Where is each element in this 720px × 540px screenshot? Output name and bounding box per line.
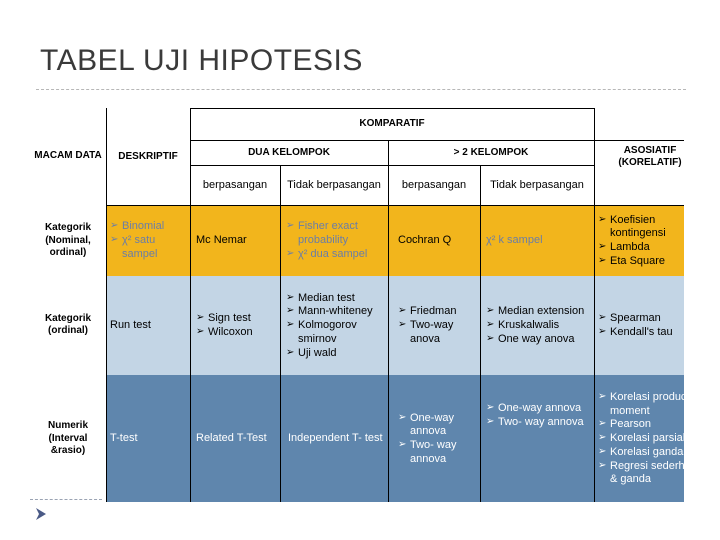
list-item: ➢ Kendall's tau: [598, 326, 673, 340]
header-komparatif: KOMPARATIF: [359, 117, 425, 129]
numerik-deskriptif: T-test: [110, 432, 138, 445]
ordinal-deskriptif: Run test: [110, 319, 151, 332]
list-item: ➢ Kolmogorov smirnov: [286, 319, 388, 347]
list-item: ➢ Koefisien kontingensi: [598, 214, 684, 242]
list-item: ➢ Median test: [286, 292, 388, 306]
list-item: ➢ Regresi sederhana & ganda: [598, 460, 708, 488]
list-item: ➢ Two- way annova: [398, 439, 478, 467]
list-item: ➢ Lambda: [598, 241, 684, 255]
ordinal-dua-tidak: [286, 279, 388, 373]
header-deskriptif: DESKRIPTIF: [118, 150, 178, 162]
numerik-asosiatif: [598, 378, 708, 500]
ordinal-dua-berpasangan: [196, 279, 280, 373]
list-item: ➢ Kruskalwalis: [486, 319, 584, 333]
list-item: ➢ Mann-whiteney: [286, 305, 388, 319]
list-item: ➢ Korelasi ganda: [598, 446, 708, 460]
row-label-ordinal: Kategorik (ordinal): [44, 312, 92, 336]
nominal-dua-berpasangan: Mc Nemar: [196, 234, 247, 247]
numerik-lebih-tidak: [486, 402, 590, 492]
list-item: ➢ Korelasi product moment: [598, 391, 708, 419]
slide-nav-arrow-icon[interactable]: [34, 507, 48, 521]
list-item: ➢ One way anova: [486, 333, 584, 347]
list-item: ➢ Pearson: [598, 418, 708, 432]
footer-divider: [30, 499, 102, 500]
numerik-dua-berpasangan: Related T-Test: [196, 432, 267, 445]
header-macam-data: MACAM DATA: [34, 149, 102, 161]
list-item: ➢ Sign test: [196, 312, 253, 326]
list-item: ➢ Two-way anova: [398, 319, 478, 347]
title-divider: [36, 89, 686, 90]
row-label-nominal: Kategorik (Nominal, ordinal): [44, 222, 92, 259]
numerik-dua-tidak: Independent T- test: [288, 432, 383, 445]
list-item: ➢ Korelasi parsial: [598, 432, 708, 446]
list-item: ➢ Fisher exact probability: [286, 220, 386, 248]
nominal-lebih-tidak: χ² k sampel: [486, 234, 543, 247]
ordinal-lebih-tidak: [486, 279, 592, 373]
nominal-asosiatif: [598, 208, 684, 274]
header-berpasangan-dua: berpasangan: [202, 179, 268, 192]
numerik-lebih-berpasangan: [398, 378, 478, 500]
slide-title: TABEL UJI HIPOTESIS: [40, 44, 363, 77]
list-item: ➢ Eta Square: [598, 255, 684, 269]
list-item: ➢ χ² satu sampel: [110, 234, 188, 262]
list-item: ➢ Spearman: [598, 312, 673, 326]
header-lebih-dua-kelompok: > 2 KELOMPOK: [453, 146, 529, 158]
ordinal-lebih-berpasangan: [398, 279, 478, 373]
header-tidak-berpasangan-lebih: Tidak berpasangan: [490, 179, 584, 192]
nominal-dua-tidak: [286, 208, 386, 274]
nominal-lebih-berpasangan: Cochran Q: [398, 234, 452, 247]
list-item: ➢ Uji wald: [286, 347, 388, 361]
header-berpasangan-lebih: berpasangan: [401, 179, 467, 192]
list-item: ➢ Binomial: [110, 220, 188, 234]
list-item: ➢ Friedman: [398, 305, 478, 319]
list-item: ➢ One-way annova: [486, 402, 590, 416]
list-item: ➢ Two- way annova: [486, 416, 590, 430]
list-item: ➢ Median extension: [486, 305, 584, 319]
header-tidak-berpasangan-dua: Tidak berpasangan: [287, 179, 381, 192]
ordinal-asosiatif: [598, 279, 684, 373]
list-item: ➢ χ² dua sampel: [286, 248, 386, 262]
nominal-deskriptif: [110, 208, 188, 274]
header-dua-kelompok: DUA KELOMPOK: [248, 146, 330, 158]
list-item: ➢ Wilcoxon: [196, 326, 253, 340]
row-label-numerik: Numerik (Interval &rasio): [47, 420, 88, 457]
header-asosiatif: ASOSIATIF (KORELATIF): [618, 144, 682, 168]
list-item: ➢ One-way annova: [398, 412, 478, 440]
